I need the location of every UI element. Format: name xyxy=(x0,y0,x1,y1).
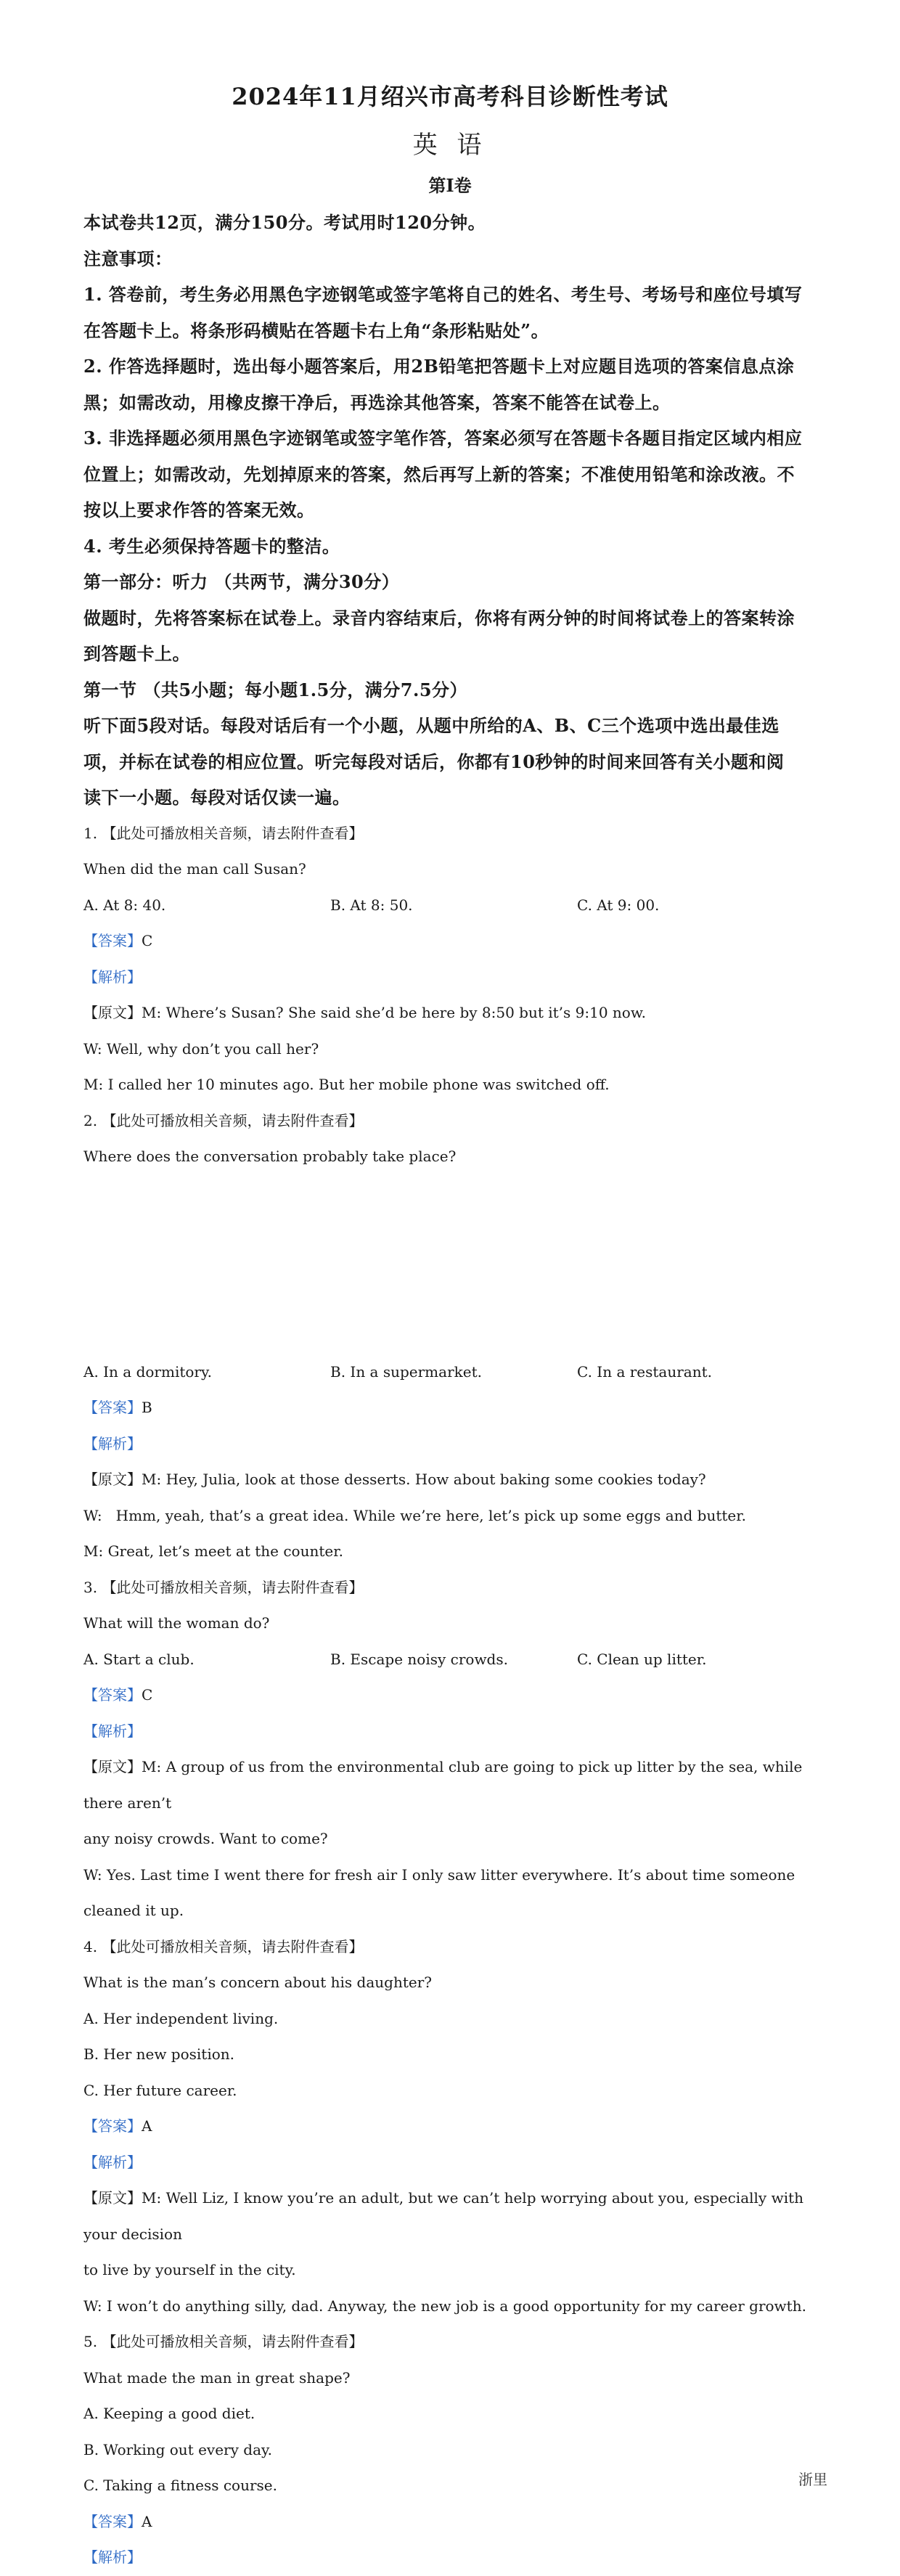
q5-answer xyxy=(83,2504,824,2540)
answer-label: 【答案】 xyxy=(83,1686,142,1704)
q3-transcript-1 xyxy=(83,1749,824,1821)
q2-option-c: C. In a restaurant. xyxy=(577,1362,712,1381)
analysis-label: 【解析】 xyxy=(83,968,142,986)
q4-answer-value: A xyxy=(142,2117,152,2135)
q2-number: 2. xyxy=(83,1111,102,1129)
footer-mark: 浙里 xyxy=(798,2471,827,2488)
q5-number: 5. xyxy=(83,2333,102,2350)
intro-text: 本试卷共12页，满分150分。考试用时120分钟。 xyxy=(83,212,486,233)
transcript-line: M: Well Liz, I know you’re an adult, but we can’t help worrying about you, especially with your decision xyxy=(83,2189,804,2243)
q1-number: 1. xyxy=(83,824,102,842)
q4-option-c: C. Her future career. xyxy=(83,2081,237,2099)
section1-heading: 第一节 （共5小题；每小题1.5分，满分7.5分） xyxy=(83,679,468,700)
q2-transcript-1 xyxy=(83,1462,824,1498)
answer-label: 【答案】 xyxy=(83,2512,142,2530)
part1-desc-line-2: 到答题卡上。 xyxy=(83,643,190,664)
q4-option-b: B. Her new position. xyxy=(83,2045,235,2063)
q3-analysis xyxy=(83,1714,824,1750)
q2-option-a: A. In a dormitory. xyxy=(83,1362,212,1381)
q4-answer xyxy=(83,2109,824,2145)
part1-desc-line-1: 做题时，先将答案标在试卷上。录音内容结束后，你将有两分钟的时间将试卷上的答案转涂 xyxy=(83,607,795,629)
q1-analysis xyxy=(83,960,824,996)
analysis-label: 【解析】 xyxy=(83,2548,142,2566)
q2-option-b: B. In a supermarket. xyxy=(330,1362,482,1381)
q1-question: When did the man call Susan? xyxy=(83,860,306,878)
q5-option-c: C. Taking a fitness course. xyxy=(83,2477,277,2494)
q1-transcript-1 xyxy=(83,995,824,1031)
q2-question: Where does the conversation probably take place? xyxy=(83,1148,457,1165)
notice-item-2-line-1: 2. 作答选择题时，选出每小题答案后，用2B铅笔把答题卡上对应题目选项的答案信息点涂 xyxy=(83,356,795,377)
audio-note[interactable]: 【此处可播放相关音频，请去附件查看】 xyxy=(102,1578,364,1596)
notice-item-1-line-2: 在答题卡上。将条形码横贴在答题卡右上角“条形粘贴处”。 xyxy=(83,319,549,341)
q3-option-b: B. Escape noisy crowds. xyxy=(330,1650,508,1668)
original-label: 【原文】 xyxy=(83,1471,142,1488)
audio-note[interactable]: 【此处可播放相关音频，请去附件查看】 xyxy=(102,1111,364,1129)
original-label: 【原文】 xyxy=(83,1004,142,1021)
q5-answer-value: A xyxy=(142,2512,152,2530)
q3-options xyxy=(83,1642,824,1678)
q4-transcript-2: to live by yourself in the city. xyxy=(83,2261,296,2278)
volume-label: 第Ⅰ卷 xyxy=(428,175,472,196)
exam-content xyxy=(83,205,824,2576)
q2-analysis xyxy=(83,1426,824,1463)
analysis-label: 【解析】 xyxy=(83,2153,142,2171)
q1-options xyxy=(83,888,824,924)
analysis-label: 【解析】 xyxy=(83,1722,142,1740)
transcript-line: M: Hey, Julia, look at those desserts. How about baking some cookies today? xyxy=(142,1471,706,1488)
subject-title: 英 语 xyxy=(412,131,488,160)
notice-item-3-line-1: 3. 非选择题必须用黑色字迹钢笔或签字笔作答，答案必须写在答题卡各题目指定区域内相应 xyxy=(83,428,803,449)
notice-item-4: 4. 考生必须保持答题卡的整洁。 xyxy=(83,535,340,557)
audio-note[interactable]: 【此处可播放相关音频，请去附件查看】 xyxy=(102,824,364,842)
q2-header xyxy=(83,1103,824,1140)
answer-label: 【答案】 xyxy=(83,1399,142,1416)
answer-label: 【答案】 xyxy=(83,932,142,949)
notice-item-3-line-3: 按以上要求作答的答案无效。 xyxy=(83,499,315,520)
q1-option-a: A. At 8: 40. xyxy=(83,896,166,914)
q4-analysis xyxy=(83,2145,824,2181)
q4-number: 4. xyxy=(83,1937,102,1955)
section1-desc-line-3: 读下一小题。每段对话仅读一遍。 xyxy=(83,787,351,808)
blank-space xyxy=(83,1175,824,1354)
audio-note[interactable]: 【此处可播放相关音频，请去附件查看】 xyxy=(102,1937,364,1955)
q3-question: What will the woman do? xyxy=(83,1614,270,1632)
q1-answer-value: C xyxy=(142,932,153,949)
q1-option-c: C. At 9: 00. xyxy=(577,896,660,914)
exam-title: 2024年11月绍兴市高考科目诊断性考试 xyxy=(232,83,668,110)
q1-header xyxy=(83,816,824,852)
notice-item-1-line-1: 1. 答卷前，考生务必用黑色字迹钢笔或签字笔将自己的姓名、考生号、考场号和座位号填写 xyxy=(83,284,803,305)
q3-number: 3. xyxy=(83,1578,102,1596)
audio-note[interactable]: 【此处可播放相关音频，请去附件查看】 xyxy=(102,2333,364,2350)
q2-transcript-2: W: Hmm, yeah, that’s a great idea. While we’re here, let’s pick up some eggs and butter. xyxy=(83,1506,746,1524)
q3-option-a: A. Start a club. xyxy=(83,1650,195,1668)
transcript-line: M: Where’s Susan? She said she’d be here by 8:50 but it’s 9:10 now. xyxy=(142,1004,646,1021)
notice-heading: 注意事项： xyxy=(83,248,173,269)
q2-answer-value: B xyxy=(142,1399,152,1416)
q5-analysis xyxy=(83,2540,824,2576)
q3-answer-value: C xyxy=(142,1686,153,1704)
q4-transcript-1 xyxy=(83,2180,824,2252)
q4-header xyxy=(83,1929,824,1966)
q1-option-b: B. At 8: 50. xyxy=(330,896,413,914)
q5-header xyxy=(83,2324,824,2360)
q4-transcript-3: W: I won’t do anything silly, dad. Anyway, the new job is a good opportunity for my career growth. xyxy=(83,2297,806,2315)
q5-question: What made the man in great shape? xyxy=(83,2368,351,2387)
notice-item-3-line-2: 位置上；如需改动，先划掉原来的答案，然后再写上新的答案；不准使用铅笔和涂改液。不 xyxy=(83,463,795,485)
q4-option-a: A. Her independent living. xyxy=(83,2009,279,2027)
q1-answer xyxy=(83,923,824,960)
notice-item-2-line-2: 黑；如需改动，用橡皮擦干净后，再选涂其他答案，答案不能答在试卷上。 xyxy=(83,391,671,413)
section1-desc-line-1: 听下面5段对话。每段对话后有一个小题，从题中所给的A、B、C三个选项中选出最佳选 xyxy=(83,715,780,736)
q2-transcript-3: M: Great, let’s meet at the counter. xyxy=(83,1542,343,1560)
analysis-label: 【解析】 xyxy=(83,1434,142,1452)
q2-answer xyxy=(83,1390,824,1426)
q1-transcript-3: M: I called her 10 minutes ago. But her mobile phone was switched off. xyxy=(83,1076,610,1093)
q2-options xyxy=(83,1354,824,1391)
q4-question: What is the man’s concern about his daughter? xyxy=(83,1974,432,1991)
q3-answer xyxy=(83,1677,824,1714)
q1-transcript-2: W: Well, why don’t you call her? xyxy=(83,1039,319,1058)
transcript-line: M: A group of us from the environmental club are going to pick up litter by the sea, while there aren’t xyxy=(83,1758,803,1812)
answer-label: 【答案】 xyxy=(83,2117,142,2135)
q3-header xyxy=(83,1570,824,1606)
q5-option-b: B. Working out every day. xyxy=(83,2440,272,2458)
original-label: 【原文】 xyxy=(83,2189,142,2207)
q3-transcript-3: W: Yes. Last time I went there for fresh air I only saw litter everywhere. It’s about time someone cleaned it up. xyxy=(83,1865,795,1919)
q3-option-c: C. Clean up litter. xyxy=(577,1650,707,1668)
section1-desc-line-2: 项，并标在试卷的相应位置。听完每段对话后，你都有10秒钟的时间来回答有关小题和阅 xyxy=(83,751,785,772)
part1-heading: 第一部分：听力 （共两节，满分30分） xyxy=(83,571,400,592)
q5-option-a: A. Keeping a good diet. xyxy=(83,2405,255,2422)
q3-transcript-2: any noisy crowds. Want to come? xyxy=(83,1830,328,1847)
original-label: 【原文】 xyxy=(83,1758,142,1775)
